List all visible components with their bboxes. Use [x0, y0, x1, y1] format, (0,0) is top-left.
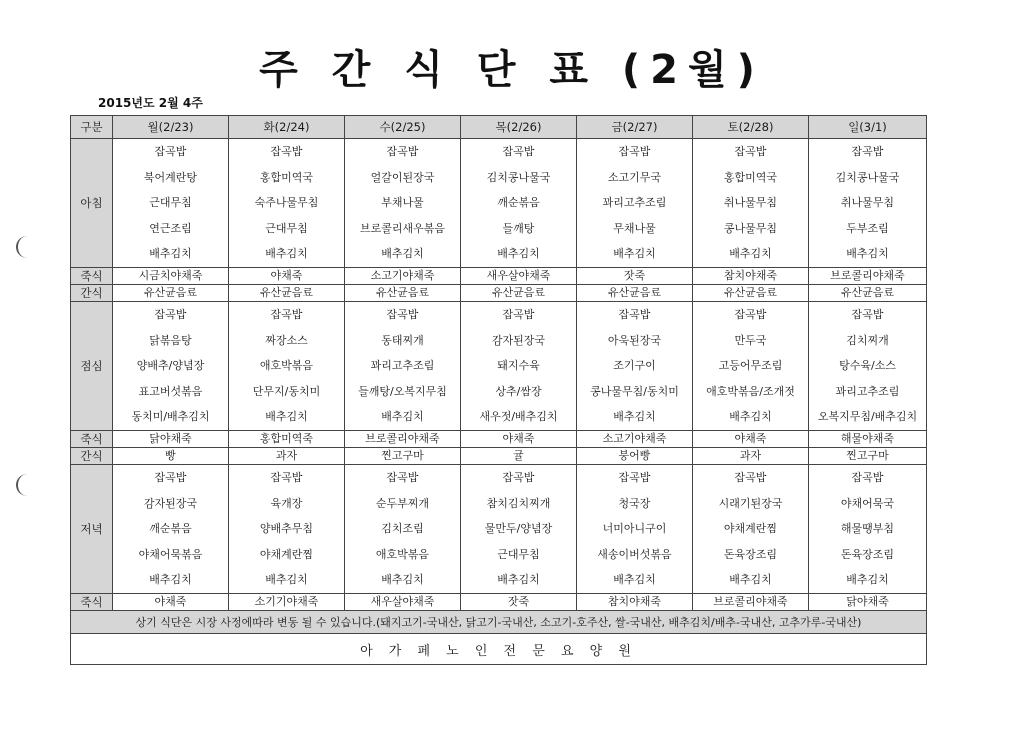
menu-item: 잡곡밥 [386, 308, 419, 321]
menu-cell: 찐고구마 [809, 448, 927, 465]
menu-cell: 브로콜리야채죽 [345, 431, 461, 448]
menu-cell: 홍합미역죽 [229, 431, 345, 448]
menu-item: 취나물무침 [840, 196, 895, 210]
menu-item: 애호박볶음 [259, 359, 314, 373]
menu-cell: 소기기야채죽 [229, 594, 345, 611]
porridge-row [71, 594, 927, 611]
menu-cell: 유산균음료 [461, 285, 577, 302]
menu-item: 잡곡밥 [270, 471, 303, 484]
menu-item: 근대무침 [149, 196, 192, 210]
menu-cell: 유산균음료 [113, 285, 229, 302]
menu-item: 새우젓/배추김치 [479, 410, 558, 424]
menu-item: 잡곡밥 [154, 145, 187, 158]
menu-item: 들깨탕/오복지무침 [358, 384, 447, 398]
menu-item: 숙주나물무침 [254, 196, 319, 210]
menu-item: 순두부찌개 [375, 496, 430, 510]
menu-item: 양배추무침 [259, 522, 314, 536]
menu-item: 배추김치 [149, 247, 192, 261]
menu-cell [693, 302, 809, 431]
menu-item: 북어계란탕 [143, 170, 198, 184]
menu-item: 청국장 [618, 496, 651, 510]
lunch-row [71, 302, 927, 431]
menu-item: 돈육장조림 [723, 547, 778, 561]
menu-item: 배추김치 [613, 247, 656, 261]
meal-label: 저녁 [71, 465, 113, 594]
menu-cell: 소고기야채죽 [577, 431, 693, 448]
menu-cell [577, 302, 693, 431]
menu-cell [113, 465, 229, 594]
menu-cell [345, 139, 461, 268]
meal-label: 죽식 [71, 594, 113, 611]
menu-cell: 해물야채죽 [809, 431, 927, 448]
header-cell: 구분 [71, 116, 113, 139]
menu-cell: 참치야채죽 [577, 594, 693, 611]
menu-cell: 닭야채죽 [809, 594, 927, 611]
menu-cell [693, 139, 809, 268]
meal-label: 죽식 [71, 268, 113, 285]
menu-cell: 유산균음료 [809, 285, 927, 302]
menu-item: 배추김치 [729, 247, 772, 261]
menu-item: 콩나물무침 [723, 221, 778, 235]
menu-item: 근대무침 [497, 547, 540, 561]
menu-item: 해물땡부침 [840, 522, 895, 536]
menu-item: 고등어무조림 [718, 359, 783, 373]
dinner-row [71, 465, 927, 594]
menu-cell: 새우살야채죽 [345, 594, 461, 611]
breakfast-row [71, 139, 927, 268]
menu-cell [113, 139, 229, 268]
menu-cell: 야채죽 [693, 431, 809, 448]
menu-cell: 야채죽 [461, 431, 577, 448]
menu-item: 잡곡밥 [154, 308, 187, 321]
menu-cell: 유산균음료 [229, 285, 345, 302]
meal-label: 죽식 [71, 431, 113, 448]
menu-item: 홍합미역국 [723, 170, 778, 184]
menu-cell: 야채죽 [113, 594, 229, 611]
menu-item: 야채계란찜 [259, 547, 314, 561]
menu-cell [229, 139, 345, 268]
menu-item: 들깨탕 [502, 221, 535, 235]
menu-item: 얼갈이된장국 [370, 170, 435, 184]
week-label: 2015년도 2월 4주 [98, 96, 203, 110]
menu-item: 잡곡밥 [502, 471, 535, 484]
menu-item: 탕수육/소스 [839, 359, 896, 373]
menu-cell: 귤 [461, 448, 577, 465]
menu-item: 무채나물 [613, 221, 656, 235]
snack-row [71, 448, 927, 465]
menu-cell [461, 139, 577, 268]
menu-item: 브로콜리새우볶음 [359, 221, 445, 235]
menu-item: 오복지무침/배추김치 [817, 410, 918, 424]
menu-item: 배추김치 [381, 410, 424, 424]
menu-item: 김치조림 [381, 522, 424, 536]
menu-item: 동치미/배추김치 [131, 410, 210, 424]
menu-item: 두부조림 [846, 221, 889, 235]
menu-item: 아욱된장국 [607, 333, 662, 347]
menu-item: 깨순볶음 [497, 196, 540, 210]
menu-cell [345, 302, 461, 431]
menu-item: 꽈리고추조림 [370, 359, 435, 373]
menu-item: 잡곡밥 [618, 471, 651, 484]
menu-item: 배추김치 [265, 247, 308, 261]
menu-cell: 찐고구마 [345, 448, 461, 465]
menu-item: 돼지수육 [497, 359, 540, 373]
menu-item: 꽈리고추조림 [835, 384, 900, 398]
menu-item: 홍합미역국 [259, 170, 314, 184]
menu-item: 잡곡밥 [734, 145, 767, 158]
menu-cell [809, 139, 927, 268]
header-cell: 목(2/26) [461, 116, 577, 139]
menu-cell: 유산균음료 [693, 285, 809, 302]
menu-cell: 브로콜리야채죽 [809, 268, 927, 285]
organization-name: 아 가 페 노 인 전 문 요 양 원 [71, 634, 927, 665]
menu-item: 양배추/양념장 [136, 359, 205, 373]
menu-item: 잡곡밥 [154, 471, 187, 484]
page-title: 주 간 식 단 표 (2월) [259, 47, 765, 93]
menu-item: 배추김치 [613, 410, 656, 424]
menu-cell: 과자 [693, 448, 809, 465]
menu-item: 잡곡밥 [734, 308, 767, 321]
menu-item: 배추김치 [381, 573, 424, 587]
meal-label: 간식 [71, 448, 113, 465]
menu-cell: 새우살야채죽 [461, 268, 577, 285]
menu-item: 꽈리고추조림 [602, 196, 667, 210]
menu-cell [345, 465, 461, 594]
menu-cell: 닭야채죽 [113, 431, 229, 448]
menu-item: 잡곡밥 [386, 145, 419, 158]
menu-item: 짜장소스 [265, 333, 308, 347]
menu-cell: 야채죽 [229, 268, 345, 285]
menu-item: 야채어묵볶음 [138, 547, 203, 561]
menu-item: 잡곡밥 [851, 308, 884, 321]
porridge-row [71, 431, 927, 448]
menu-item: 취나물무침 [723, 196, 778, 210]
header-cell: 수(2/25) [345, 116, 461, 139]
menu-item: 잡곡밥 [502, 308, 535, 321]
menu-cell: 시금치야채죽 [113, 268, 229, 285]
menu-cell: 잣죽 [577, 268, 693, 285]
menu-item: 배추김치 [497, 247, 540, 261]
menu-cell: 과자 [229, 448, 345, 465]
menu-item: 너미아니구이 [602, 522, 667, 536]
menu-item: 잡곡밥 [851, 145, 884, 158]
menu-item: 깨순볶음 [149, 522, 192, 536]
menu-item: 만두국 [734, 333, 767, 347]
menu-item: 연근조림 [149, 221, 192, 235]
header-cell: 일(3/1) [809, 116, 927, 139]
menu-item: 배추김치 [265, 573, 308, 587]
menu-item: 조기구이 [613, 359, 656, 373]
notice-text: 상기 식단은 시장 사정에따라 변동 될 수 있습니다.(돼지고기-국내산, 닭고기-국내산, 소고기-호주산, 쌀-국내산, 배추김치/배추-국내산, 고추가루-국내산) [71, 611, 927, 634]
menu-cell: 브로콜리야채죽 [693, 594, 809, 611]
menu-item: 잡곡밥 [270, 308, 303, 321]
menu-item: 감자된장국 [491, 333, 546, 347]
menu-item: 감자된장국 [143, 496, 198, 510]
menu-cell: 빵 [113, 448, 229, 465]
menu-item: 배추김치 [497, 573, 540, 587]
menu-item: 새송이버섯볶음 [597, 547, 672, 561]
menu-item: 돈육장조림 [840, 547, 895, 561]
menu-cell [461, 465, 577, 594]
menu-item: 시래기된장국 [718, 496, 783, 510]
menu-item: 애호박볶음 [375, 547, 430, 561]
menu-item: 잡곡밥 [618, 145, 651, 158]
menu-item: 닭볶음탕 [149, 333, 192, 347]
menu-item: 소고기무국 [607, 170, 662, 184]
menu-item: 야채계란찜 [723, 522, 778, 536]
header-cell: 토(2/28) [693, 116, 809, 139]
menu-item: 김치콩나물국 [486, 170, 551, 184]
menu-item: 잡곡밥 [270, 145, 303, 158]
organization-row [71, 634, 927, 665]
menu-cell: 붕어빵 [577, 448, 693, 465]
menu-item: 배추김치 [265, 410, 308, 424]
menu-item: 김치찌개 [846, 333, 889, 347]
binder-hole-mark [16, 236, 36, 258]
menu-item: 배추김치 [729, 573, 772, 587]
menu-item: 배추김치 [381, 247, 424, 261]
menu-item: 근대무침 [265, 221, 308, 235]
menu-item: 야채어묵국 [840, 496, 895, 510]
menu-item: 배추김치 [149, 573, 192, 587]
snack-row [71, 285, 927, 302]
menu-cell [693, 465, 809, 594]
menu-item: 물만두/양념장 [484, 522, 553, 536]
menu-item: 김치콩나물국 [835, 170, 900, 184]
menu-item: 동태찌개 [381, 333, 424, 347]
menu-item: 애호박볶음/조개젓 [706, 384, 795, 398]
menu-item: 단무지/동치미 [252, 384, 321, 398]
menu-item: 배추김치 [846, 247, 889, 261]
meal-label: 아침 [71, 139, 113, 268]
menu-cell [809, 465, 927, 594]
header-cell: 금(2/27) [577, 116, 693, 139]
menu-item: 배추김치 [729, 410, 772, 424]
menu-item: 콩나물무침/동치미 [590, 384, 679, 398]
menu-item: 부채나물 [381, 196, 424, 210]
menu-item: 잡곡밥 [851, 471, 884, 484]
menu-item: 표고버섯볶음 [138, 384, 203, 398]
menu-item: 배추김치 [846, 573, 889, 587]
menu-item: 상추/쌈장 [495, 384, 542, 398]
menu-table [70, 115, 927, 665]
menu-cell: 유산균음료 [345, 285, 461, 302]
menu-cell: 소고기야채죽 [345, 268, 461, 285]
menu-cell [113, 302, 229, 431]
menu-item: 육개장 [270, 496, 303, 510]
notice-row [71, 611, 927, 634]
menu-cell [577, 139, 693, 268]
menu-cell: 잣죽 [461, 594, 577, 611]
header-cell: 화(2/24) [229, 116, 345, 139]
porridge-row [71, 268, 927, 285]
menu-item: 잡곡밥 [386, 471, 419, 484]
header-cell: 월(2/23) [113, 116, 229, 139]
menu-cell: 참치야채죽 [693, 268, 809, 285]
menu-item: 잡곡밥 [502, 145, 535, 158]
meal-label: 점심 [71, 302, 113, 431]
menu-cell [229, 465, 345, 594]
menu-cell [229, 302, 345, 431]
meal-label: 간식 [71, 285, 113, 302]
menu-cell [461, 302, 577, 431]
menu-item: 잡곡밥 [734, 471, 767, 484]
menu-cell: 유산균음료 [577, 285, 693, 302]
menu-item: 배추김치 [613, 573, 656, 587]
menu-item: 잡곡밥 [618, 308, 651, 321]
menu-cell [577, 465, 693, 594]
header-row [71, 116, 927, 139]
binder-hole-mark [16, 474, 36, 496]
menu-cell [809, 302, 927, 431]
menu-item: 참치김치찌개 [486, 496, 551, 510]
